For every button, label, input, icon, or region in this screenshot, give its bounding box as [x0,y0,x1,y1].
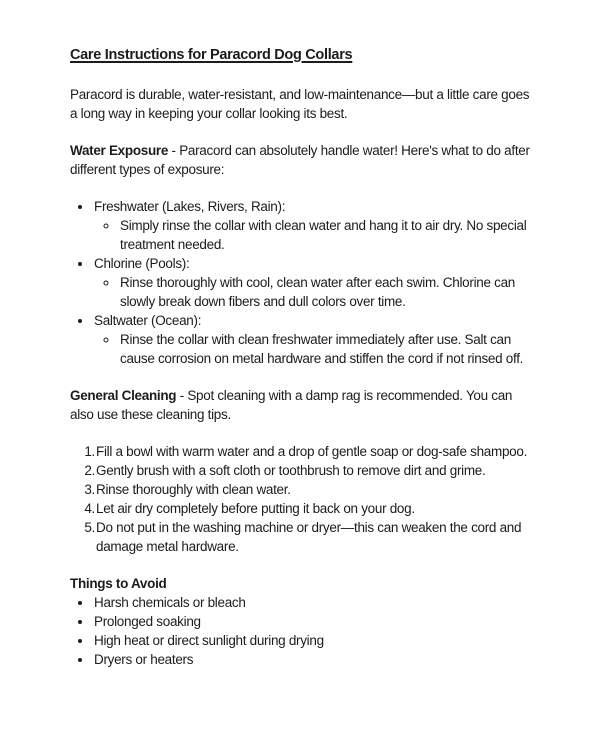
list-item-label: Freshwater (Lakes, Rivers, Rain): [94,199,286,214]
water-exposure-list [70,197,535,368]
list-item [93,254,535,311]
general-cleaning-lead: - Spot cleaning with a damp rag is recommended. You can also use these cleaning tips. [70,388,513,422]
list-item: Let air dry completely before putting it back on your dog. [96,501,415,516]
list-item: ◦ Rinse the collar with clean freshwater immediately after use. Salt can cause corrosion on metal hardware and stiffen the cord if not rinsed off. [119,330,535,368]
cleaning-steps-list [70,442,535,556]
list-item: Rinse thoroughly with clean water. [96,482,291,497]
list-item: Do not put in the washing machine or dryer—this can weaken the cord and damage metal hardware. [96,520,522,554]
list-item-label: Saltwater (Ocean): [94,313,202,328]
general-cleaning-paragraph [70,386,535,424]
sub-list [94,216,535,254]
list-item: Gently brush with a soft cloth or toothbrush to remove dirt and grime. [96,463,486,478]
list-item: • Prolonged soaking [93,612,535,631]
water-exposure-lead: - Paracord can absolutely handle water! Here's what to do after different types of exposure: [70,143,530,177]
things-to-avoid-list [70,593,535,669]
list-item: ◦ Rinse thoroughly with cool, clean water after each swim. Chlorine can slowly break down fibers and dull colors over time. [119,273,535,311]
list-item: • Dryers or heaters [93,650,535,669]
list-item [93,197,535,254]
list-item-label: Chlorine (Pools): [94,256,190,271]
sub-list [94,330,535,368]
document-title: Care Instructions for Paracord Dog Collars [70,47,353,63]
list-item: ◦ Simply rinse the collar with clean water and hang it to air dry. No special treatment needed. [119,216,535,254]
list-item [93,311,535,368]
list-item: • High heat or direct sunlight during drying [93,631,535,650]
water-exposure-heading: Water Exposure [70,143,169,158]
general-cleaning-heading: General Cleaning [70,388,177,403]
water-exposure-paragraph [70,141,535,179]
list-item: Fill a bowl with warm water and a drop of gentle soap or dog-safe shampoo. [96,444,528,459]
things-to-avoid-heading: Things to Avoid [70,576,167,591]
intro-paragraph: Paracord is durable, water-resistant, and low-maintenance—but a little care goes a long way in keeping your collar looking its best. [70,87,530,121]
list-item: • Harsh chemicals or bleach [93,593,535,612]
sub-list [94,273,535,311]
